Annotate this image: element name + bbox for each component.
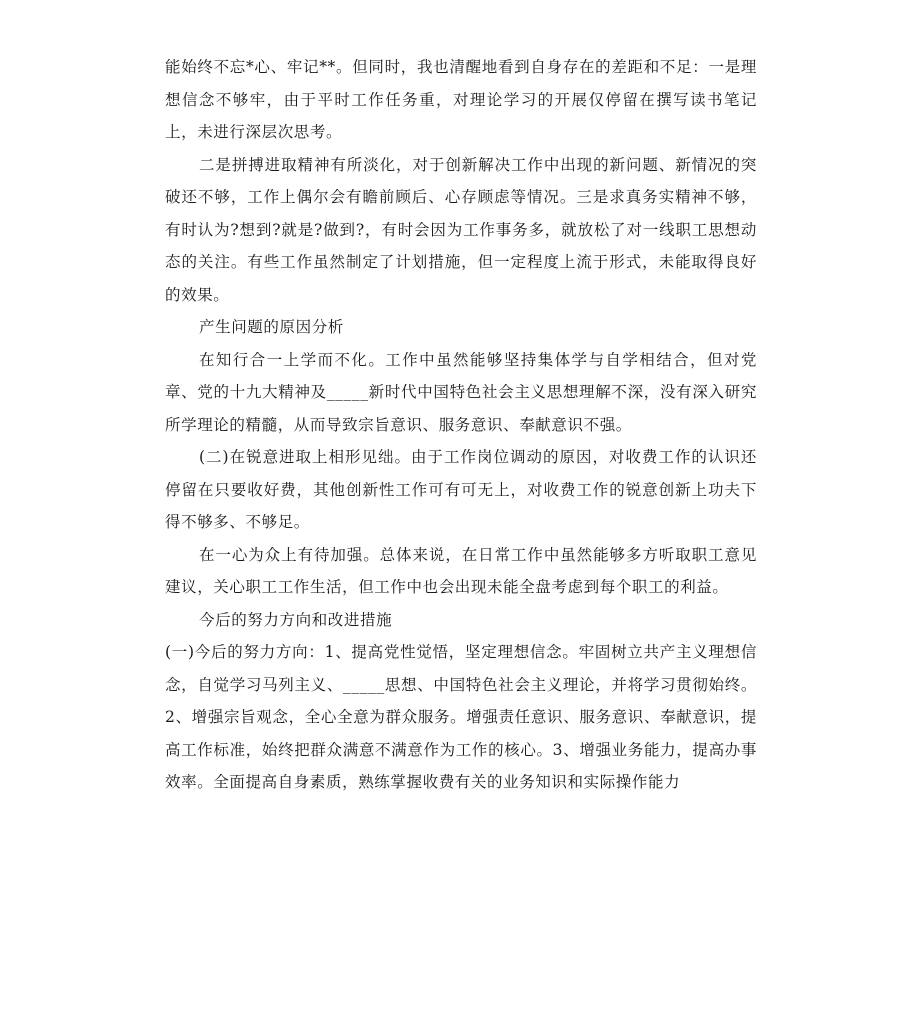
paragraph-4: (二)在锐意进取上相形见绌。由于工作岗位调动的原因，对收费工作的认识还停留在只要收好费，其他创新性工作可有可无上，对收费工作的锐意创新上功夫下得不够多、不够足。: [165, 448, 757, 531]
paragraph-1: 能始终不忘*心、牢记**。但同时，我也清醒地看到自身存在的差距和不足：一是理想信念不够牢，由于平时工作任务重，对理论学习的开展仅停留在撰写读书笔记上，未进行深层次思考。: [165, 58, 757, 141]
paragraph-6: (一)今后的努力方向：1、提高党性觉悟，坚定理想信念。牢固树立共产主义理想信念，自觉学习马列主义、_____思想、中国特色社会主义理论，并将学习贯彻始终。2、增强宗旨观念，全心全意为群众服务。增强责任意识、服务意识、奉献意识，提高工作标准，始终把群众满意不满意作为工作的核心。3、增强业务能力，提高办事效率。全面提高自身素质，熟练掌握收费有关的业务知识和实际操作能力: [165, 643, 757, 791]
section-heading-improvement: 今后的努力方向和改进措施: [199, 610, 393, 629]
paragraph-3: 在知行合一上学而不化。工作中虽然能够坚持集体学与自学相结合，但对党章、党的十九大精神及_____新时代中国特色社会主义思想理解不深，没有深入研究所学理论的精髓，从而导致宗旨意识、服务意识、奉献意识不强。: [165, 350, 757, 434]
document-page: [165, 51, 757, 799]
paragraph-2: 二是拼搏进取精神有所淡化，对于创新解决工作中出现的新问题、新情况的突破还不够，工作上偶尔会有瞻前顾后、心存顾虑等情况。三是求真务实精神不够，有时认为?想到?就是?做到?，有时会因为工作事务多，就放松了对一线职工思想动态的关注。有些工作虽然制定了计划措施，但一定程度上流于形式，未能取得良好的效果。: [165, 155, 757, 304]
section-heading-cause-analysis: 产生问题的原因分析: [199, 318, 344, 336]
paragraph-5: 在一心为众上有待加强。总体来说，在日常工作中虽然能够多方听取职工意见建议，关心职工工作生活，但工作中也会出现未能全盘考虑到每个职工的利益。: [165, 545, 757, 596]
